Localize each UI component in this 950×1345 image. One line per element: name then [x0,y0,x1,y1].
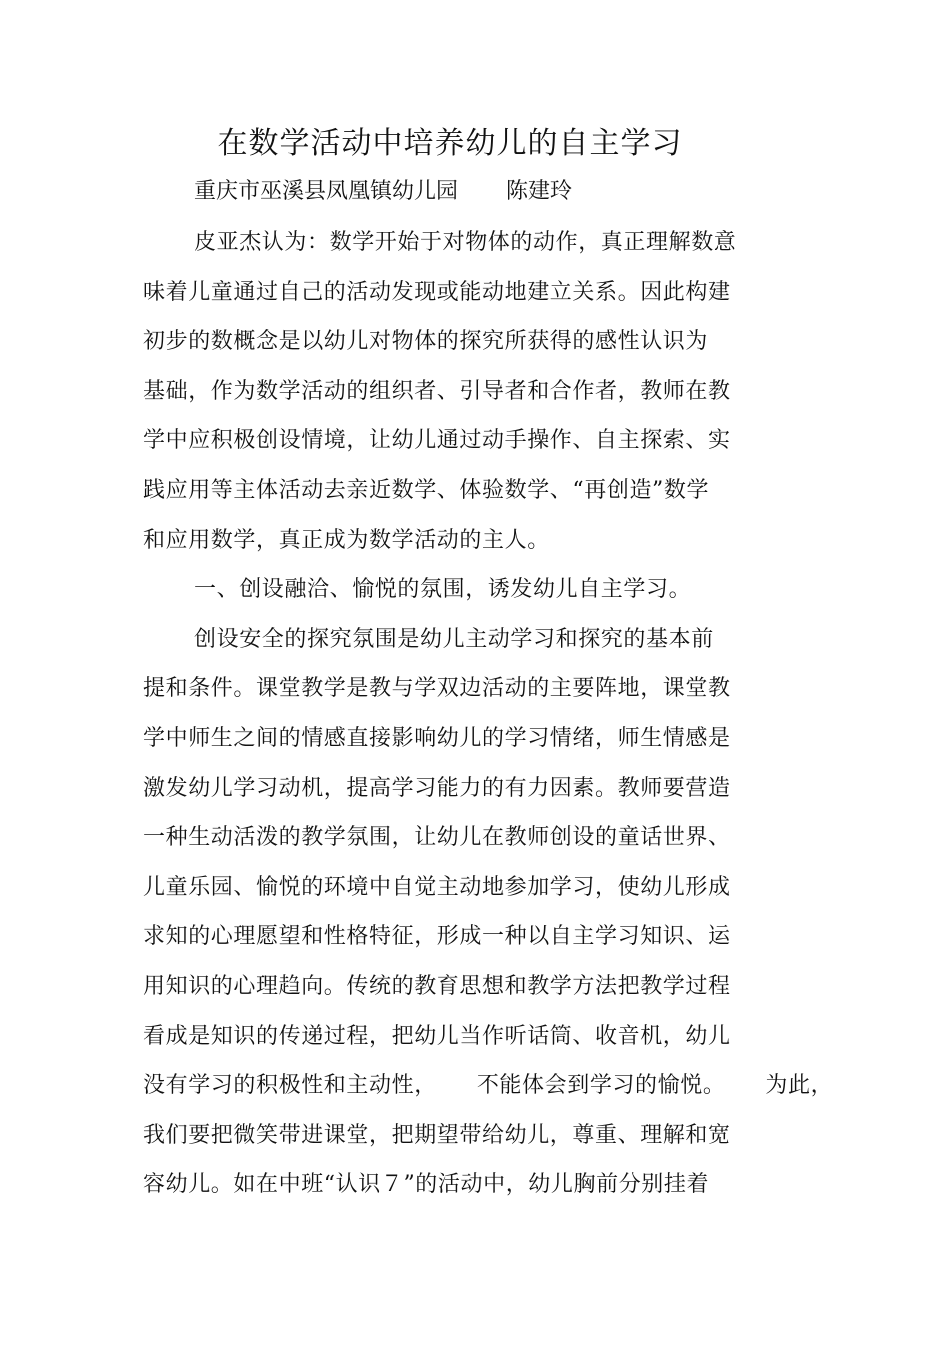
split-line-part3: 为此， [765,1073,834,1099]
paragraph-line: 提和条件。课堂教学是教与学双边活动的主要阵地，课堂教 [143,676,731,702]
paragraph-line: 儿童乐园、愉悦的环境中自觉主动地参加学习，使幼儿形成 [143,874,731,900]
author-name: 陈建玲 [506,179,573,204]
paragraph-line: 我们要把微笑带进课堂，把期望带给幼儿，尊重、理解和宽 [143,1122,731,1148]
section-heading: 一、创设融洽、愉悦的氛围，诱发幼儿自主学习。 [194,577,692,603]
paragraph-line: 和应用数学，真正成为数学活动的主人。 [143,527,550,553]
split-line-part1: 没有学习的积极性和主动性， [143,1073,437,1099]
paragraph-line: 学中师生之间的情感直接影响幼儿的学习情绪，师生情感是 [143,725,731,751]
paragraph-line: 看成是知识的传递过程，把幼儿当作听话筒、收音机，幼儿 [143,1023,731,1049]
split-line-part2: 不能体会到学习的愉悦。 [476,1073,726,1099]
paragraph-line-split [143,1061,834,1111]
document-body [143,218,834,1210]
paragraph-line: 求知的心理愿望和性格特征，形成一种以自主学习知识、运 [143,924,731,950]
paragraph-line: 创设安全的探究氛围是幼儿主动学习和探究的基本前 [194,626,714,652]
paragraph-line: 初步的数概念是以幼儿对物体的探究所获得的感性认识为 [143,329,709,355]
paragraph-line: 味着儿童通过自己的活动发现或能动地建立关系。因此构建 [143,279,731,305]
paragraph-line: 容幼儿。如在中班“认识７”的活动中，幼儿胸前分别挂着 [143,1172,710,1198]
paragraph-line: 激发幼儿学习动机，提高学习能力的有力因素。教师要营造 [143,775,731,801]
paragraph-line: 学中应积极创设情境，让幼儿通过动手操作、自主探索、实 [143,428,731,454]
paragraph-line: 践应用等主体活动去亲近数学、体验数学、“再创造”数学 [143,477,710,503]
paragraph-line: 皮亚杰认为：数学开始于对物体的动作，真正理解数意 [194,230,737,255]
paragraph-line: 一种生动活泼的教学氛围，让幼儿在教师创设的童话世界、 [143,825,731,851]
paragraph-line: 基础，作为数学活动的组织者、引导者和合作者，教师在教 [143,378,731,404]
author-school: 重庆市巫溪县凤凰镇幼儿园 [194,179,459,204]
author-line [194,172,572,212]
document-title: 在数学活动中培养幼儿的自主学习 [217,126,683,161]
paragraph-line: 用知识的心理趋向。传统的教育思想和教学方法把教学过程 [143,973,731,999]
